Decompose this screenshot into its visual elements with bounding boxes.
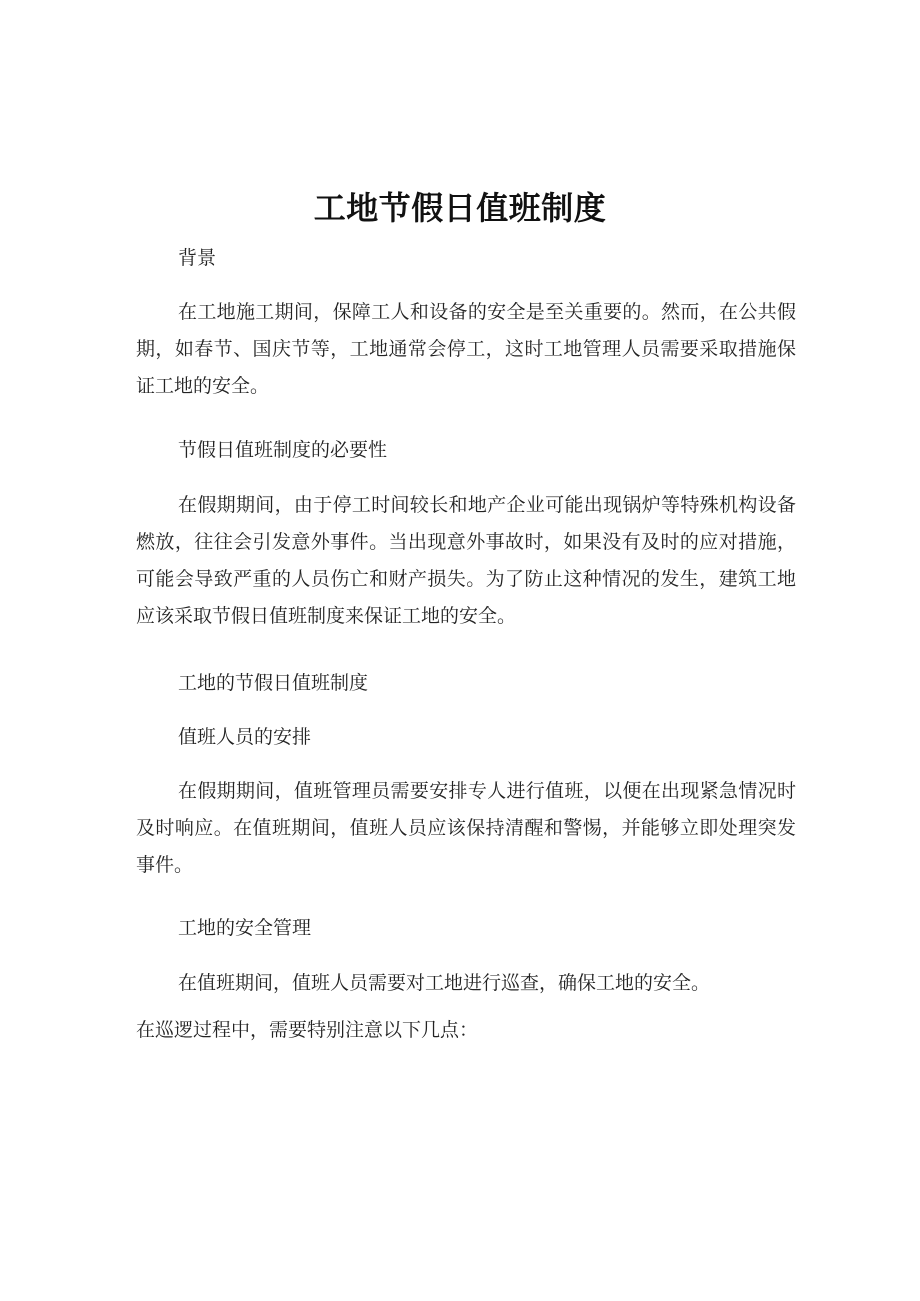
paragraph-necessity: 在假期期间，由于停工时间较长和地产企业可能出现锅炉等特殊机构设备燃放，往往会引发意外事件。当出现意外事故时，如果没有及时的应对措施，可能会导致严重的人员伤亡和财产损失。为了防止这种情况的发生，建筑工地应该采取节假日值班制度来保证工地的安全。 — [136, 494, 796, 627]
heading-duty-system: 工地的节假日值班制度 — [178, 672, 369, 694]
paragraph-safety-management: 在值班期间，值班人员需要对工地进行巡查，确保工地的安全。 — [178, 972, 711, 994]
paragraph-patrol-intro: 在巡逻过程中，需要特别注意以下几点： — [136, 1019, 479, 1041]
paragraph-background: 在工地施工期间，保障工人和设备的安全是至关重要的。然而，在公共假期，如春节、国庆节等，工地通常会停工，这时工地管理人员需要采取措施保证工地的安全。 — [136, 301, 796, 397]
document-title: 工地节假日值班制度 — [313, 189, 607, 227]
heading-safety-management: 工地的安全管理 — [178, 917, 312, 939]
heading-staff-arrangement: 值班人员的安排 — [178, 726, 312, 748]
heading-background: 背景 — [178, 247, 217, 269]
heading-necessity: 节假日值班制度的必要性 — [178, 439, 388, 461]
paragraph-staff-arrangement: 在假期期间，值班管理员需要安排专人进行值班，以便在出现紧急情况时及时响应。在值班期间，值班人员应该保持清醒和警惕，并能够立即处理突发事件。 — [136, 780, 796, 876]
